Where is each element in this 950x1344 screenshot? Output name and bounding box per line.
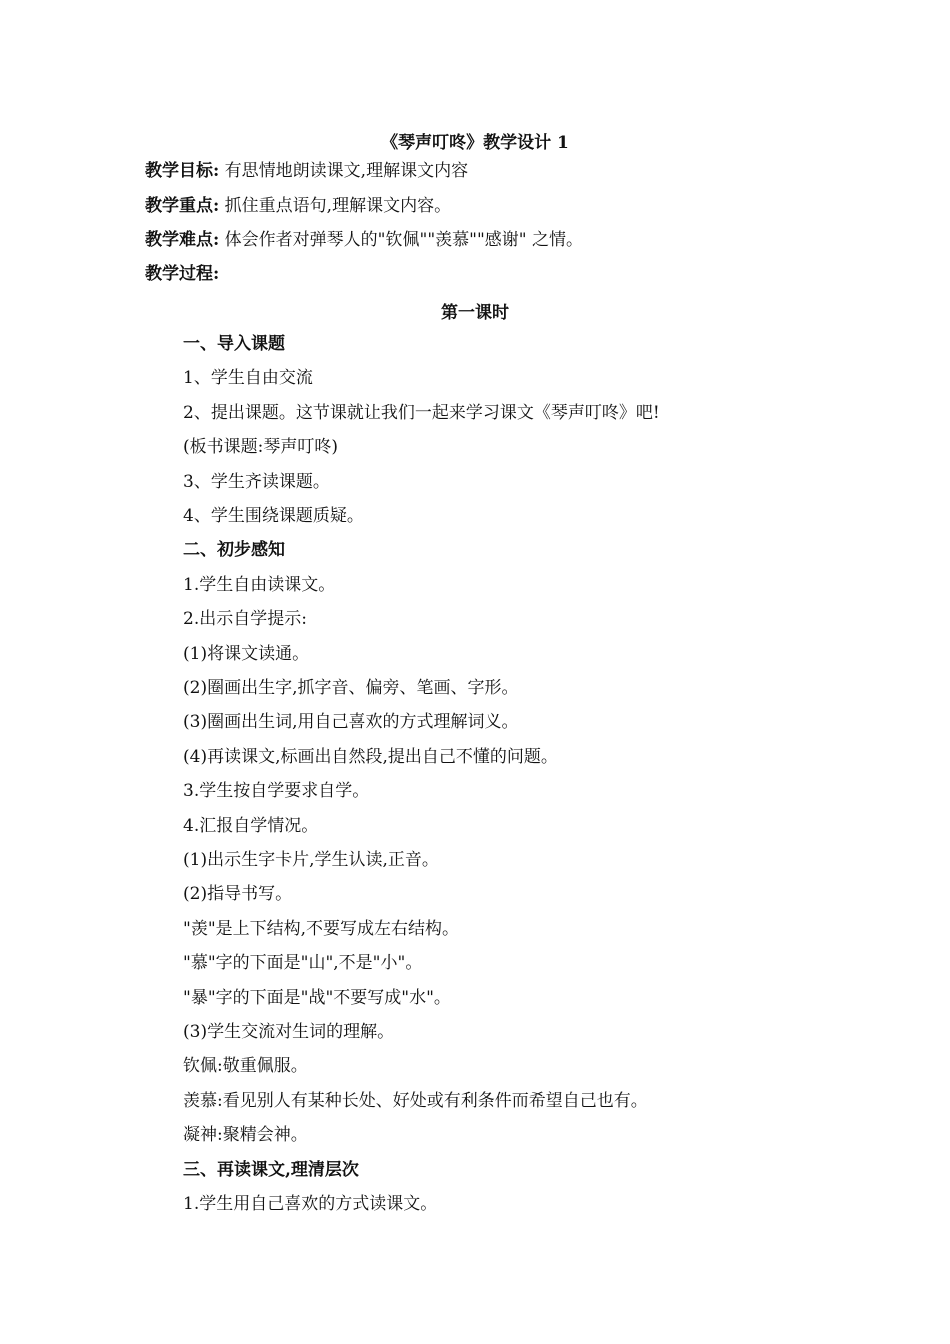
lesson-line: 钦佩:敬重佩服。 bbox=[183, 1056, 308, 1076]
meta-process bbox=[145, 263, 219, 285]
lesson-line: 2、提出课题。这节课就让我们一起来学习课文《琴声叮咚》吧! bbox=[183, 403, 660, 423]
lesson-line: 4、学生围绕课题质疑。 bbox=[183, 506, 364, 526]
lesson-line: (3)学生交流对生词的理解。 bbox=[183, 1022, 395, 1042]
section-heading: 一、导入课题 bbox=[183, 334, 285, 354]
lesson-line: (1)将课文读通。 bbox=[183, 644, 310, 664]
meta-label: 教学过程: bbox=[145, 264, 220, 284]
lesson-line: 3.学生按自学要求自学。 bbox=[183, 781, 370, 801]
lesson-line: "羡"是上下结构,不要写成左右结构。 bbox=[183, 919, 460, 939]
lesson-line: (1)出示生字卡片,学生认读,正音。 bbox=[183, 850, 439, 870]
meta-value: 体会作者对弹琴人的"钦佩""羡慕""感谢" 之情。 bbox=[219, 230, 584, 250]
document-title: 《琴声叮咚》教学设计 1 bbox=[381, 133, 569, 153]
lesson-line: 2.出示自学提示: bbox=[183, 609, 307, 629]
meta-value: 抓住重点语句,理解课文内容。 bbox=[219, 196, 452, 216]
lesson-line: (4)再读课文,标画出自然段,提出自己不懂的问题。 bbox=[183, 747, 558, 767]
lesson-line: (板书课题:琴声叮咚) bbox=[183, 437, 338, 457]
lesson-line: 1、学生自由交流 bbox=[183, 368, 313, 388]
lesson-line: 1.学生用自己喜欢的方式读课文。 bbox=[183, 1194, 438, 1214]
section-heading: 三、再读课文,理清层次 bbox=[183, 1160, 359, 1180]
lesson-line: (2)圈画出生字,抓字音、偏旁、笔画、字形。 bbox=[183, 678, 519, 698]
session-title: 第一课时 bbox=[441, 303, 509, 323]
lesson-line: 1.学生自由读课文。 bbox=[183, 575, 336, 595]
meta-focus bbox=[145, 195, 451, 217]
meta-objective bbox=[145, 160, 468, 182]
meta-label: 教学重点: bbox=[145, 196, 220, 216]
section-heading: 二、初步感知 bbox=[183, 540, 285, 560]
meta-difficulty bbox=[145, 229, 583, 251]
lesson-line: 羡慕:看见别人有某种长处、好处或有利条件而希望自己也有。 bbox=[183, 1091, 648, 1111]
lesson-line: (3)圈画出生词,用自己喜欢的方式理解词义。 bbox=[183, 712, 519, 732]
lesson-line: (2)指导书写。 bbox=[183, 884, 293, 904]
meta-label: 教学难点: bbox=[145, 230, 220, 250]
lesson-line: "暴"字的下面是"战"不要写成"水"。 bbox=[183, 988, 451, 1008]
lesson-line: 4.汇报自学情况。 bbox=[183, 816, 319, 836]
lesson-line: 3、学生齐读课题。 bbox=[183, 472, 330, 492]
meta-label: 教学目标: bbox=[145, 161, 220, 181]
meta-value: 有思情地朗读课文,理解课文内容 bbox=[219, 161, 469, 181]
lesson-line: "慕"字的下面是"山",不是"小"。 bbox=[183, 953, 423, 973]
lesson-line: 凝神:聚精会神。 bbox=[183, 1125, 308, 1145]
